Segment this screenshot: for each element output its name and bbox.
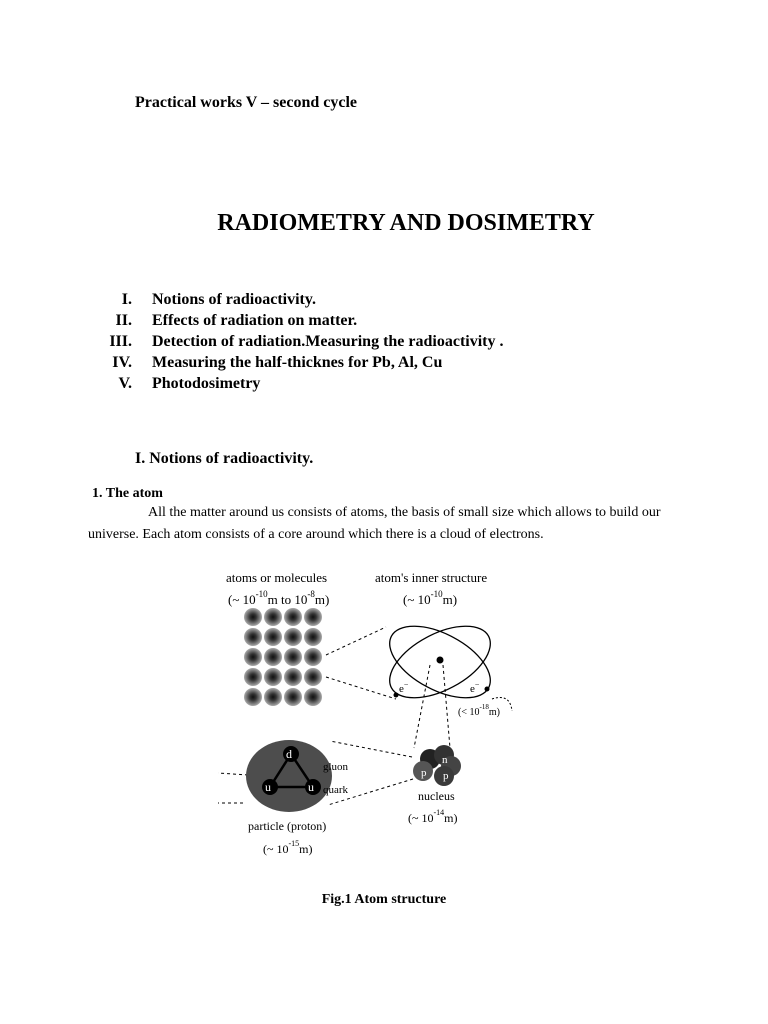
toc-item-label: Measuring the half-thicknes for Pb, Al, Cu [152, 354, 443, 371]
nucleon-p-label: p [421, 767, 427, 779]
atom-icon [244, 608, 262, 626]
inner-structure-label: atom's inner structure [375, 570, 488, 585]
atom-icon [264, 668, 282, 686]
atom-icon [304, 628, 322, 646]
toc-item-label: Photodosimetry [152, 375, 261, 392]
atom-icon [244, 668, 262, 686]
paragraph-text: All the matter around us consists of atoms, the basis of small size which allows to build our universe. Each atom consists of a core around which there is a cloud of electrons. [88, 505, 661, 542]
atom-icon [264, 648, 282, 666]
zoom-line [326, 627, 386, 655]
zoom-line [414, 665, 430, 748]
electron-dot-icon [485, 687, 490, 692]
nucleus-label: nucleus [418, 789, 455, 803]
subsection-heading: 1. The atom [92, 486, 163, 501]
atom-icon [264, 608, 282, 626]
quark-u-label: u [308, 780, 314, 794]
particle-label: particle (proton) [248, 819, 327, 833]
nucleon-p-label: p [443, 770, 449, 782]
atom-icon [264, 628, 282, 646]
nucleus-dot-icon [437, 657, 444, 664]
atom-grid [244, 608, 322, 706]
toc-item-number: II. [115, 312, 132, 329]
atom-icon [304, 668, 322, 686]
atom-icon [304, 648, 322, 666]
figure-caption: Fig.1 Atom structure [321, 892, 447, 907]
toc-item-label: Notions of radioactivity. [152, 291, 316, 308]
quark-d-label: d [286, 747, 292, 761]
zoom-line [443, 665, 450, 748]
toc-item-number: III. [109, 333, 132, 350]
atom-icon [244, 648, 262, 666]
electron-scale-label: (< $10^{-18}m$) [458, 703, 500, 718]
atoms-label: atoms or molecules [226, 570, 328, 585]
quark-u-label: u [265, 780, 271, 794]
toc-item-number: V. [118, 375, 132, 392]
particle-scale-label: (~ $10^{-15}m$) [263, 839, 313, 856]
zoom-line [326, 677, 396, 699]
nucleus-scale-label: (~ $10^{-14}m$) [408, 808, 458, 825]
gluon-label: gluon [323, 761, 349, 773]
toc-item-label: Detection of radiation.Measuring the radioactivity . [152, 333, 504, 350]
atom-icon [284, 668, 302, 686]
atom-icon [244, 688, 262, 706]
atom-icon [284, 688, 302, 706]
inner-scale-label: (~ $10^{-10}m$) [403, 589, 458, 607]
body-paragraph [88, 502, 688, 546]
electron-dot-icon [394, 693, 399, 698]
atom-icon [244, 628, 262, 646]
toc-item-number: IV. [112, 354, 132, 371]
atom-orbits [378, 611, 501, 712]
atom-icon [284, 608, 302, 626]
atom-icon [304, 688, 322, 706]
nucleon-n-label: n [442, 754, 448, 766]
atom-structure-figure [218, 565, 538, 865]
nucleus-cluster [413, 745, 461, 786]
document-title: RADIOMETRY AND DOSIMETRY [217, 210, 595, 236]
zoom-line [218, 773, 248, 775]
electron-label-left: e− [399, 680, 409, 695]
quark-label: quark [323, 784, 349, 796]
toc-item-number: I. [121, 291, 132, 308]
atom-icon [284, 628, 302, 646]
atom-icon [264, 688, 282, 706]
atom-icon [284, 648, 302, 666]
zoom-line [330, 741, 412, 757]
document-subtitle: Practical works V – second cycle [135, 94, 358, 111]
section-heading: I. Notions of radioactivity. [135, 450, 314, 467]
atom-icon [304, 608, 322, 626]
atoms-scale-label: (~ $10^{-10}m$ to $10^{-8}m$) [228, 589, 330, 607]
electron-label-right: e− [470, 680, 480, 695]
toc-item-label: Effects of radiation on matter. [152, 312, 358, 329]
